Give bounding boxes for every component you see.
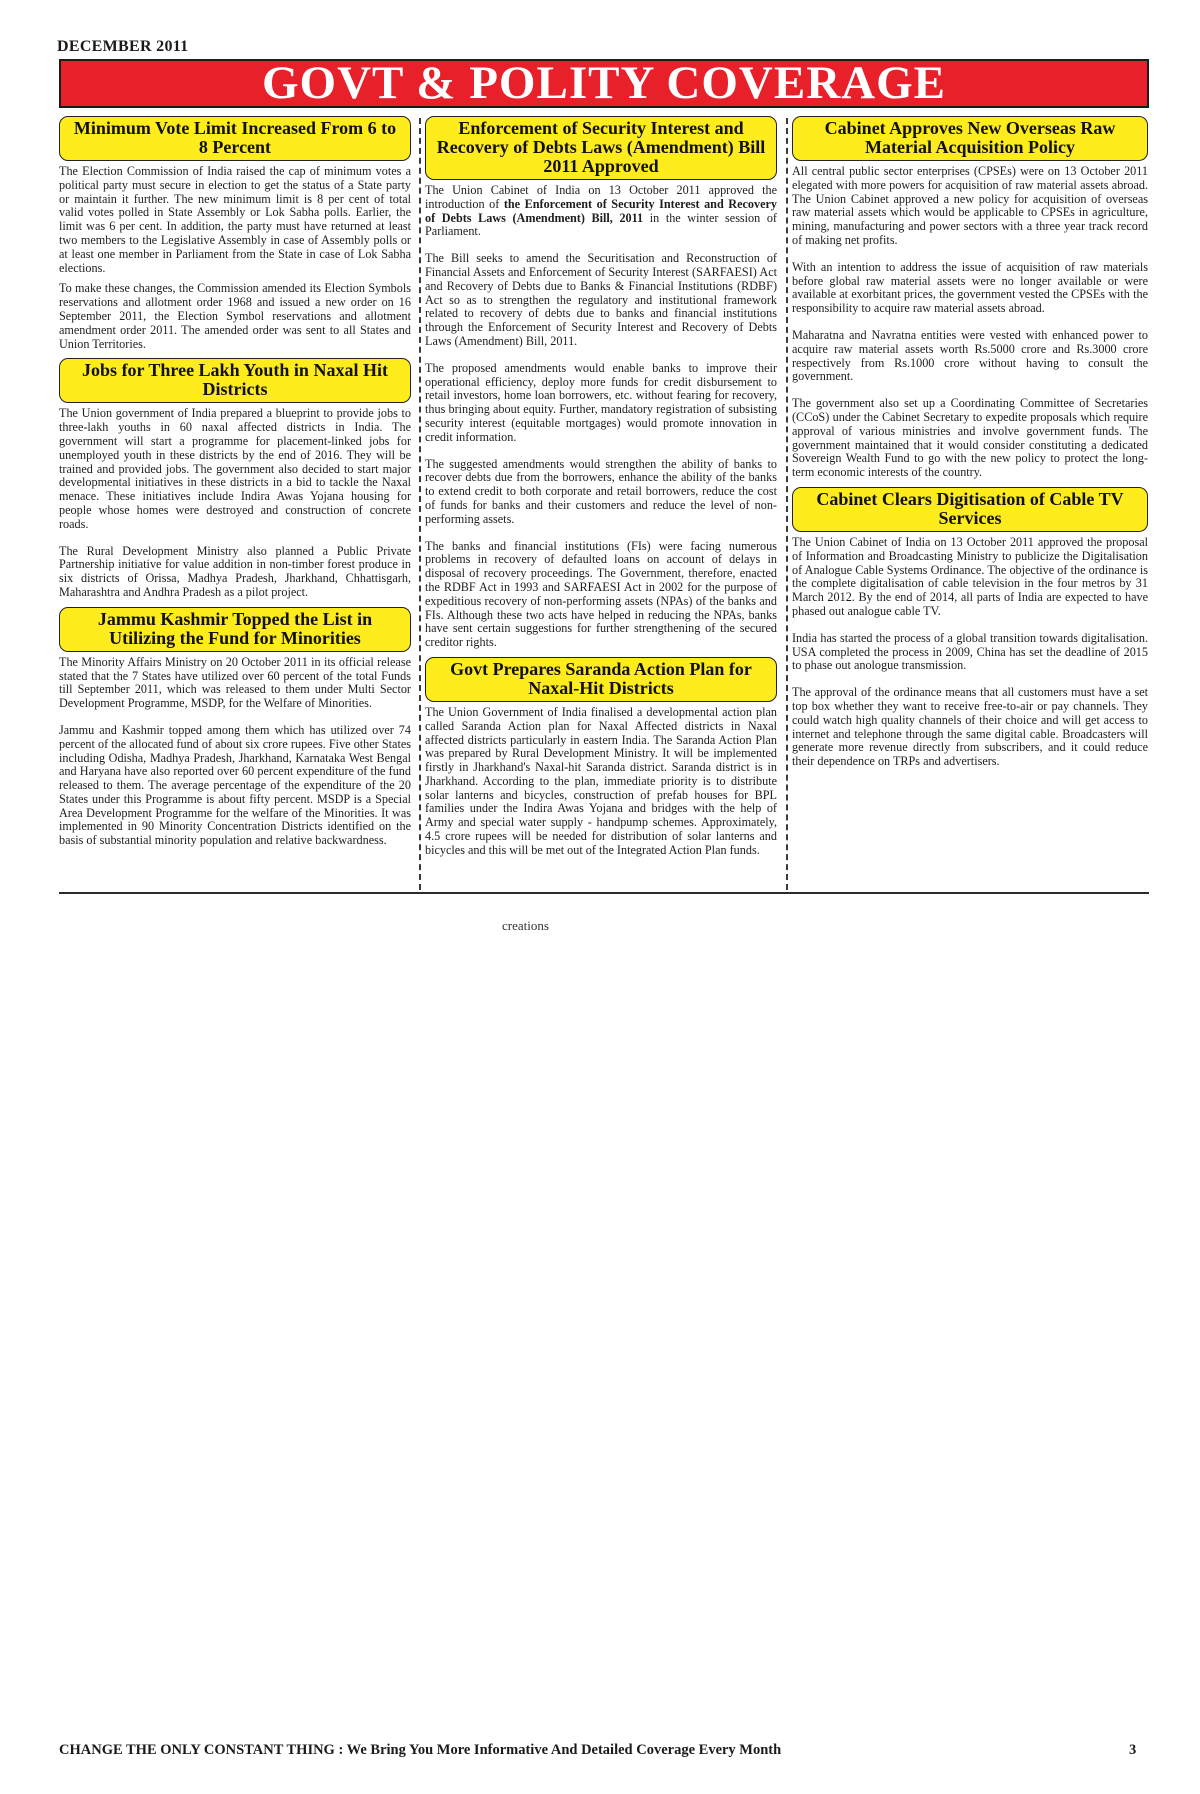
article-paragraph: The suggested amendments would strengthen the ability of banks to recover debts due from the borrowers, enhance the ability of the banks to extend credit to both corporate and retail borrowers, reduce the cost of funds for banks and their customers and reduce the level of non-performing assets. <box>425 456 777 526</box>
article-paragraph: Maharatna and Navratna entities were vested with enhanced power to acquire raw material assets worth Rs.5000 crore and Rs.3000 crore respectively from Rs.1000 crore without having to consult the government. <box>792 327 1148 384</box>
article-title: Govt Prepares Saranda Action Plan for Naxal-Hit Districts <box>450 658 752 698</box>
article-title: Minimum Vote Limit Increased From 6 to 8 Percent <box>73 118 397 157</box>
article-title: Jammu Kashmir Topped the List in Utilizing the Fund for Minorities <box>97 608 373 648</box>
article-title: Enforcement of Security Interest and Recovery of Debts Laws (Amendment) Bill 2011 Approved <box>436 118 766 176</box>
article-paragraph: All central public sector enterprises (CPSEs) were on 13 October 2011 elegated with more powers for acquisition of raw material assets abroad. The Union Cabinet approved a new policy for acquisition of overseas raw material assets which would be applicable to CPSEs in agriculture, mining, manufacturing and power sectors with a three year track record of making net profits. <box>792 164 1148 247</box>
article-paragraph: To make these changes, the Commission amended its Election Symbols reservations and allotment order 1968 and issued a new order on 16 September 2011, the Election Symbol reservations and allotment amendment order 2011. The amended order was sent to all States and Union Territories. <box>59 281 411 351</box>
section-banner <box>59 59 1149 108</box>
article-paragraph: The Rural Development Ministry also planned a Public Private Partnership initiative for value addition in non-timber forest produce in six districts of Orissa, Madhya Pradesh, Jharkhand, Chhattisgarh, Maharashtra and Andhra Pradesh as a pilot project. <box>59 543 411 599</box>
article-title: Cabinet Clears Digitisation of Cable TV Services <box>816 488 1124 528</box>
content-bottom-rule <box>59 892 1149 894</box>
article-paragraph: The government also set up a Coordinating Committee of Secretaries (CCoS) under the Cabinet Secretary to expedite proposals which require approval of various ministries and involve government funds. The government maintained that it would consider constituting a dedicated Sovereign Wealth Fund to go with the new policy to protect the long-term economic interests of the country. <box>792 396 1148 480</box>
article-heading <box>425 116 777 180</box>
column-middle <box>425 116 777 886</box>
section-title: GOVT & POLITY COVERAGE <box>262 57 946 109</box>
page-number: 3 <box>1129 1742 1137 1758</box>
intro-text: The Union Cabinet of India on 13 October 2011 approved the introduction of <box>425 183 777 211</box>
article-paragraph: The Union government of India prepared a blueprint to provide jobs to three-lakh youths in 60 naxal affected districts in India. The government will start a programme for placement-linked jobs for unemployed youth in these districts by the end of 2016. They will be trained and provided jobs. The government also decided to start major developmental initiatives in these districts in a bid to tackle the Naxal menace. These initiatives include Indira Awas Yojana housing for people whose homes were destroyed and construction of concrete roads. <box>59 406 411 531</box>
article-paragraph: The Election Commission of India raised the cap of minimum votes a political party must secure in election to get the status of a State party or maintain it further. The new minimum limit is 8 per cent of total valid votes polled in State Assembly or Lok Sabha polls. Earlier, the limit was 6 per cent. In addition, the party must have returned at least two members to the Legislative Assembly in case of Assembly polls or at least one member in Parliament from the State in case of Lok Sabha elections. <box>59 164 411 275</box>
bill-name: the Enforcement of Security Interest and Recovery of Debts Laws (Amendment) Bill, 2011 <box>425 196 777 225</box>
article-paragraph: The Minority Affairs Ministry on 20 October 2011 in its official release stated that the 7 States have utilized over 60 percent of the total Funds till September 2011, which was released to them under Multi Sector Development Programme, MSDP, for the Welfare of Minorities. <box>59 654 411 711</box>
article-paragraph: The Bill seeks to amend the Securitisation and Reconstruction of Financial Assets and Enforcement of Security Interest (SARFAESI) Act and Recovery of Debts due to Banks & Financial Institutions (RDBF) Act so as to strengthen the regulatory and institutional framework related to recovery of debts due to banks and financial institutions through the Enforcement of Security Interest and Recovery of Debts Laws (Amendment) Bill, 2011. <box>425 251 777 348</box>
intro-text: in the winter session of Parliament. <box>425 210 777 239</box>
issue-date: DECEMBER 2011 <box>57 38 189 55</box>
column-right <box>792 116 1148 886</box>
article-heading <box>792 487 1148 532</box>
article-paragraph: The Union Cabinet of India on 13 October 2011 approved the proposal of Information and Broadcasting Ministry to publicize the Digitalisation of Analogue Cable Systems Ordinance. The objective of the ordinance is the complete digitalisation of cable television in the four metros by 31 March 2012. By the end of 2014, all parts of India are expected to have phased out analogue cable TV. <box>792 534 1148 618</box>
article-paragraph: The proposed amendments would enable banks to improve their operational efficiency, deploy more funds for credit disbursement to retail investors, home loan borrowers, etc. without fearing for recovery, thus bringing about equity. Further, mandatory registration of subsisting security interest (equitable mortgages) would promote innovation in credit information. <box>425 360 777 444</box>
column-divider <box>786 118 788 890</box>
credit-text: creations <box>502 918 549 933</box>
article-paragraph: The approval of the ordinance means that all customers must have a set top box whether they want to receive free-to-air or pay channels. They could watch high quality channels of their choice and will get access to internet and telephone through the same digital cable. Broadcasters will generate more revenue directly from subscribers, and it could reduce their dependence on TRPs and advertisers. <box>792 685 1148 769</box>
footer-tagline: CHANGE THE ONLY CONSTANT THING : We Bring You More Informative And Detailed Coverage Every Month <box>59 1742 782 1758</box>
article-heading <box>425 657 777 702</box>
article-heading <box>59 116 411 161</box>
article-paragraph: With an intention to address the issue of acquisition of raw materials before global raw material assets were no longer available or were available at exorbitant prices, the government vested the CPSEs with the responsibility to acquire raw material assets abroad. <box>792 259 1148 316</box>
article-paragraph: Jammu and Kashmir topped among them which has utilized over 74 percent of the allocated fund of about six crore rupees. Five other States including Odisha, Madhya Pradesh, Jharkhand, Karnataka West Bengal and Haryana have also reported over 60 percent expenditure of the fund released to them. The average percentage of the expenditure of the 20 States under this Programme is about fifty percent. MSDP is a Special Area Development Programme for the welfare of the Minorities. It was implemented in 90 Minority Concentration Districts identified on the basis of substantial minority population and relative backwardness. <box>59 722 411 848</box>
article-paragraph: India has started the process of a global transition towards digitalisation. USA completed the process in 2009, China has set the deadline of 2015 to phase out anologue transmission. <box>792 630 1148 673</box>
article-heading <box>792 116 1148 161</box>
article-paragraph: The Union Government of India finalised a developmental action plan called Saranda Action plan for Naxal Affected districts in Naxal affected districts particularly in eastern India. The Saranda Action Plan was prepared by Rural Development Ministry. It will be implemented firstly in Jharkhand's Naxal-hit Saranda district. Saranda district is in Jharkhand. According to the plan, immediate priority is to distribute solar lanterns and bicycles, construction of prefab houses for BPL families under the Indira Awas Yojana and bridges with the help of Army and special water supply - handpump schemes. Approximately, 4.5 crore rupees will be needed for distribution of solar lanterns and bicycles and this will be met out of the Integrated Action Plan funds. <box>425 704 777 857</box>
column-divider <box>419 118 421 890</box>
article-heading <box>59 607 411 652</box>
article-title: Cabinet Approves New Overseas Raw Material Acquisition Policy <box>824 118 1116 157</box>
article-title: Jobs for Three Lakh Youth in Naxal Hit Districts <box>82 360 388 400</box>
article-heading <box>59 358 411 403</box>
article-paragraph: The banks and financial institutions (FIs) were facing numerous problems in recovery of defaulted loans on account of delays in disposal of recovery proceedings. The Government, therefore, enacted the RDBF Act in 1993 and SARFAESI Act in 2002 for the purpose of expeditious recovery of non-performing assets (NPAs) of the banks and FIs. Although these two acts have helped in reducing the NPAs, banks have sent certain suggestions for further strengthening of the secured creditor rights. <box>425 538 777 650</box>
article-paragraph <box>425 184 777 239</box>
column-left <box>59 116 411 886</box>
